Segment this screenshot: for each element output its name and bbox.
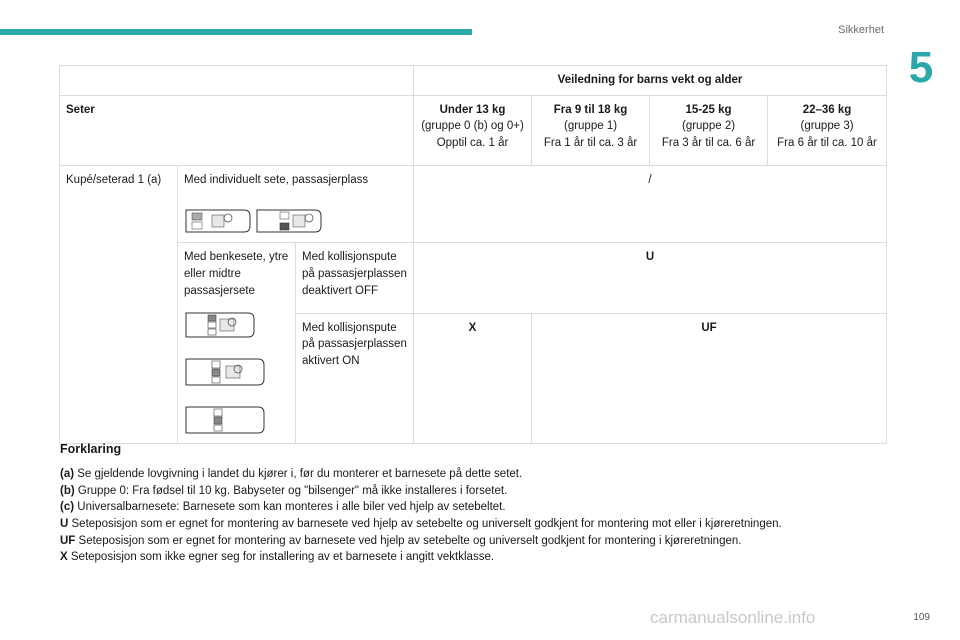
column-title: Under 13 kg — [439, 103, 506, 116]
table-row — [60, 165, 887, 243]
legend-item — [60, 549, 900, 566]
legend-key: (c) — [60, 501, 75, 514]
column-line: (gruppe 2) — [681, 120, 736, 133]
legend-text: Universalbarnesete: Barnesete som kan monteres i alle biler ved hjelp av setebeltet. — [77, 501, 506, 514]
seats-label: Seter — [60, 95, 414, 165]
legend-key: U — [60, 518, 69, 531]
legend-item — [60, 466, 900, 483]
legend-key: X — [60, 551, 68, 564]
table-row — [60, 66, 887, 96]
car-diagram-icon — [184, 206, 252, 236]
column-line: (gruppe 0 (b) og 0+) — [421, 120, 524, 133]
column-line: Fra 3 år til ca. 6 år — [661, 137, 756, 150]
seat-label: Med individuelt sete, passasjerplass — [184, 173, 369, 186]
seat-cell — [178, 243, 296, 444]
legend — [60, 440, 900, 566]
value-cell: X — [414, 313, 532, 444]
value-cell: U — [414, 243, 887, 313]
column-title: Fra 9 til 18 kg — [553, 103, 628, 116]
airbag-off-label: Med kollisjonspute på passasjerplassen deaktivert OFF — [296, 243, 414, 313]
column-header — [532, 95, 650, 165]
table-row — [60, 243, 887, 313]
car-diagram-icon — [184, 355, 266, 389]
watermark: carmanualsonline.info — [650, 608, 816, 627]
legend-title: Forklaring — [60, 442, 122, 456]
car-diagram-icon — [184, 403, 266, 437]
empty-cell — [60, 66, 414, 96]
column-title: 15-25 kg — [685, 103, 732, 116]
column-line: Opptil ca. 1 år — [436, 137, 509, 150]
car-diagrams — [184, 309, 289, 437]
child-seat-table — [59, 65, 887, 444]
legend-key: (a) — [60, 468, 75, 481]
car-diagram-icon — [255, 206, 323, 236]
legend-text: Se gjeldende lovgivning i landet du kjører i, før du monterer et barnesete på dette setet. — [77, 468, 523, 481]
car-diagram-icon — [184, 309, 256, 341]
legend-key: UF — [60, 534, 76, 547]
value-cell: UF — [532, 313, 887, 444]
legend-text: Seteposisjon som er egnet for montering av barnesete ved hjelp av setebelte og universelt godkjent for montering mot eller i kjøreretningen. — [71, 518, 782, 531]
legend-text: Gruppe 0: Fra fødsel til 10 kg. Babyseter og "bilsenger" må ikke installeres i forsetet. — [77, 484, 508, 497]
airbag-on-label: Med kollisjonspute på passasjerplassen aktivert ON — [296, 313, 414, 444]
legend-item — [60, 516, 900, 533]
row-group-label: Kupé/seterad 1 (a) — [60, 165, 178, 444]
column-header — [650, 95, 768, 165]
group-header: Veiledning for barns vekt og alder — [414, 66, 887, 96]
column-title: 22–36 kg — [802, 103, 852, 116]
car-diagrams — [184, 206, 407, 236]
page-number: 109 — [913, 612, 930, 623]
seat-cell — [178, 165, 414, 243]
column-line: Fra 1 år til ca. 3 år — [543, 137, 638, 150]
table-row — [60, 95, 887, 165]
column-line: (gruppe 1) — [563, 120, 618, 133]
legend-item — [60, 533, 900, 550]
column-header — [768, 95, 887, 165]
legend-text: Seteposisjon som ikke egner seg for installering av et barnesete i angitt vektklasse. — [70, 551, 495, 564]
chapter-number: 5 — [908, 43, 934, 92]
seat-label: Med benkesete, ytre eller midtre passasjersete — [184, 251, 289, 297]
legend-item — [60, 499, 900, 516]
value-cell: / — [414, 165, 887, 243]
column-line: Fra 6 år til ca. 10 år — [777, 137, 877, 150]
legend-item — [60, 483, 900, 500]
column-line: (gruppe 3) — [800, 120, 854, 133]
legend-key: (b) — [60, 484, 75, 497]
legend-text: Seteposisjon som er egnet for montering av barnesete ved hjelp av setebelte og universelt godkjent for montering i kjøreretningen. — [78, 534, 742, 547]
section-accent-bar — [0, 29, 472, 35]
section-title: Sikkerhet — [838, 24, 884, 36]
column-header — [414, 95, 532, 165]
